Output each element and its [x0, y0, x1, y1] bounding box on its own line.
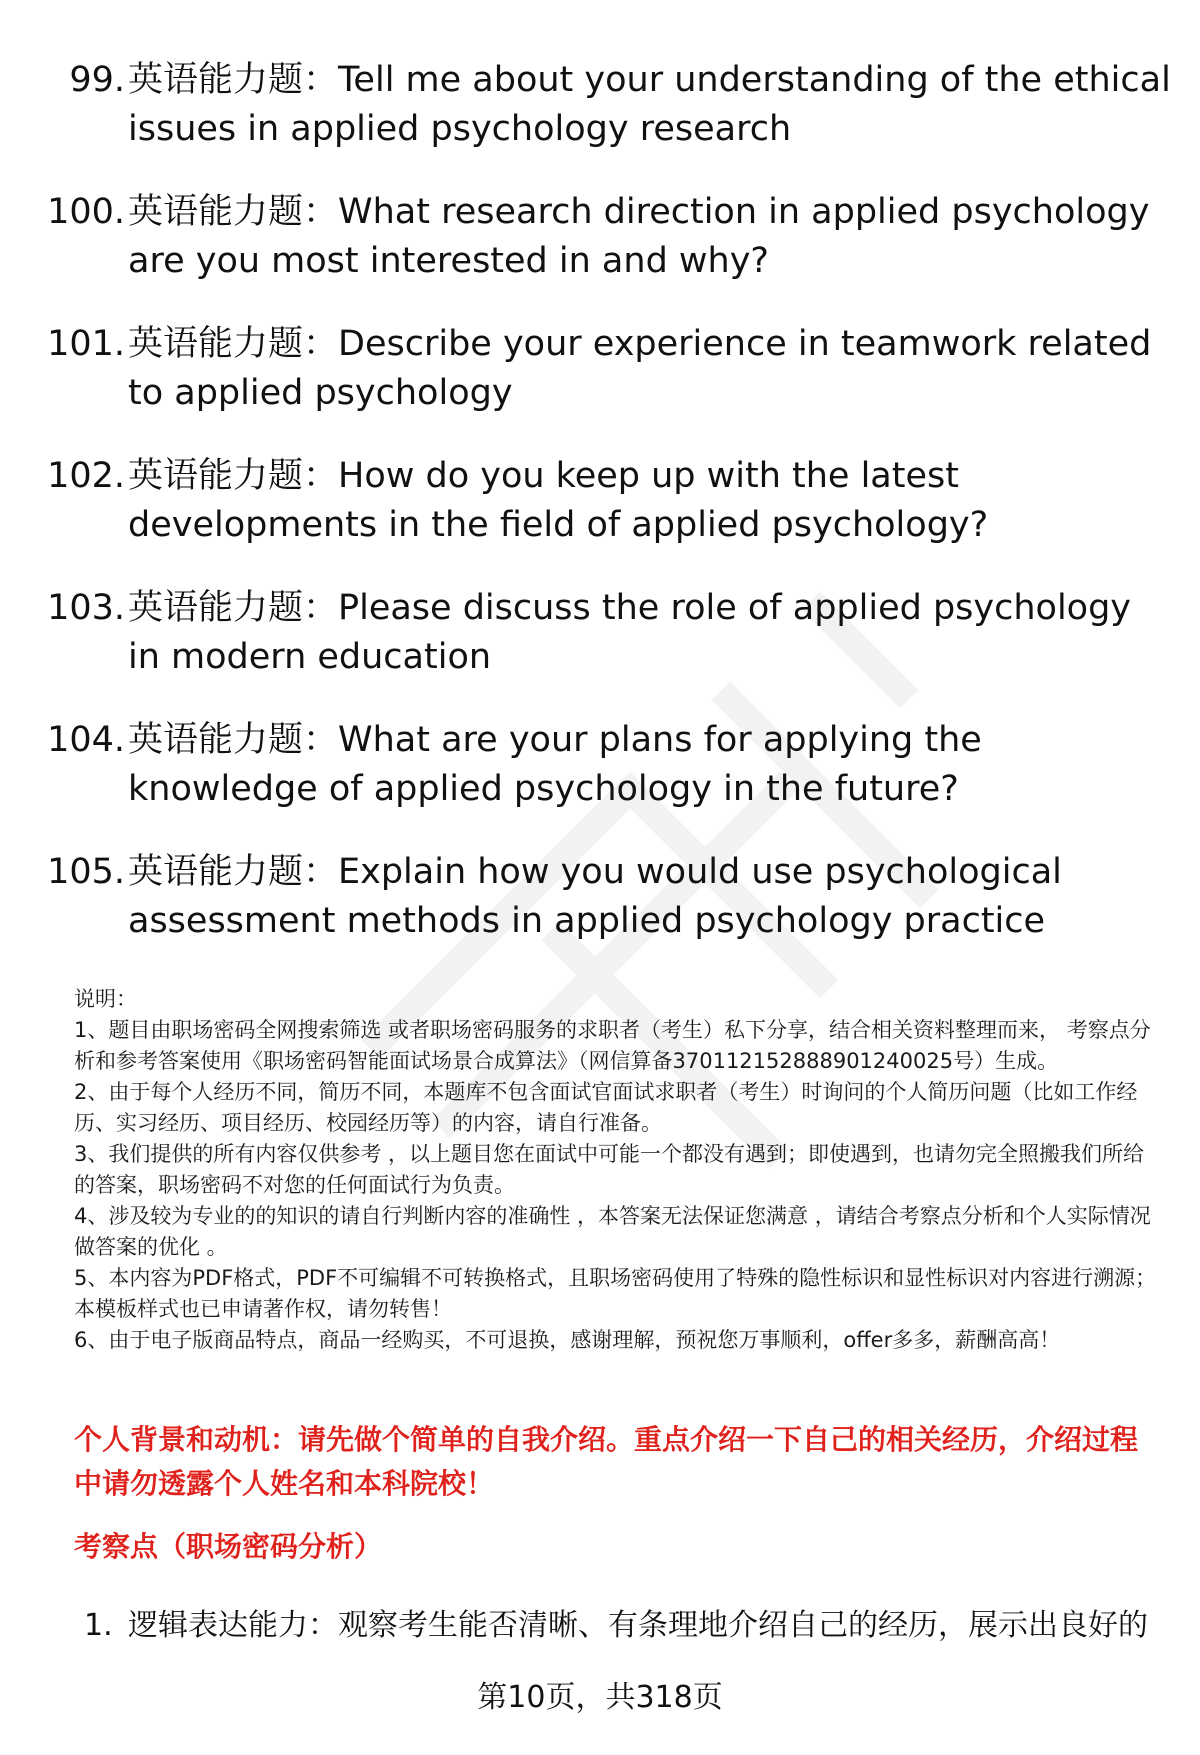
- question-text: 英语能力题：Please discuss the role of applied psychology in modern education: [128, 588, 1132, 677]
- question-item: [0, 452, 1200, 584]
- question-text: 英语能力题：How do you keep up with the latest developments in the field of applied psychology?: [128, 456, 989, 545]
- notes-title: 说明：: [74, 987, 137, 1011]
- analysis-point: [84, 1604, 1174, 1648]
- question-list: [0, 56, 1200, 980]
- notes-item: 6、由于电子版商品特点，商品一经购买，不可退换，感谢理解，预祝您万事顺利，offer多多，薪酬高高！: [74, 1328, 1061, 1352]
- question-text: 英语能力题：Tell me about your understanding of the ethical issues in applied psychology research: [128, 60, 1171, 149]
- notes-item: 2、由于每个人经历不同，简历不同，本题库不包含面试官面试求职者（考生）时询问的个人简历问题（比如工作经历、实习经历、项目经历、校园经历等）的内容，请自行准备。: [74, 1080, 1138, 1135]
- question-item: [0, 188, 1200, 320]
- question-text: 英语能力题：Explain how you would use psychological assessment methods in applied psychology practice: [128, 852, 1062, 941]
- question-number: 101.: [47, 324, 125, 364]
- section-heading: 个人背景和动机：请先做个简单的自我介绍。重点介绍一下自己的相关经历，介绍过程中请勿透露个人姓名和本科院校！: [74, 1423, 1139, 1500]
- section-subheading: 考察点（职场密码分析）: [74, 1530, 383, 1563]
- question-text: 英语能力题：What research direction in applied psychology are you most interested in and why?: [128, 192, 1150, 281]
- question-number: 104.: [47, 720, 125, 760]
- notes-item: 4、涉及较为专业的的知识的请自行判断内容的准确性 ，本答案无法保证您满意 ，请结合考察点分析和个人实际情况做答案的优化 。: [74, 1204, 1151, 1259]
- question-text: 英语能力题：Describe your experience in teamwork related to applied psychology: [128, 324, 1152, 413]
- question-item: [0, 584, 1200, 716]
- question-item: [0, 848, 1200, 980]
- question-number: 100.: [47, 192, 125, 232]
- question-text: 英语能力题：What are your plans for applying the knowledge of applied psychology in the future?: [128, 720, 982, 809]
- question-item: [0, 716, 1200, 848]
- question-number: 103.: [47, 588, 125, 628]
- page-footer: 第10页，共318页: [477, 1680, 723, 1715]
- notes-section: [74, 984, 1164, 1356]
- notes-item: 3、我们提供的所有内容仅供参考 ，以上题目您在面试中可能一个都没有遇到；即使遇到，也请勿完全照搬我们所给的答案，职场密码不对您的任何面试行为负责。: [74, 1142, 1145, 1197]
- question-number: 102.: [47, 456, 125, 496]
- notes-item: 5、本内容为PDF格式，PDF不可编辑不可转换格式，且职场密码使用了特殊的隐性标识和显性标识对内容进行溯源；本模板样式也已申请著作权，请勿转售！: [74, 1266, 1157, 1321]
- analysis-point-text: 逻辑表达能力：观察考生能否清晰、有条理地介绍自己的经历，展示出良好的: [128, 1608, 1148, 1643]
- question-number: 99.: [69, 60, 125, 100]
- question-item: [0, 320, 1200, 452]
- question-item: [0, 56, 1200, 188]
- analysis-point-number: 1.: [84, 1608, 113, 1643]
- question-number: 105.: [47, 852, 125, 892]
- notes-item: 1、题目由职场密码全网搜索筛选 或者职场密码服务的求职者（考生）私下分享，结合相关资料整理而来， 考察点分析和参考答案使用《职场密码智能面试场景合成算法》（网信算备370112152888901240025号）生成。: [74, 1018, 1151, 1073]
